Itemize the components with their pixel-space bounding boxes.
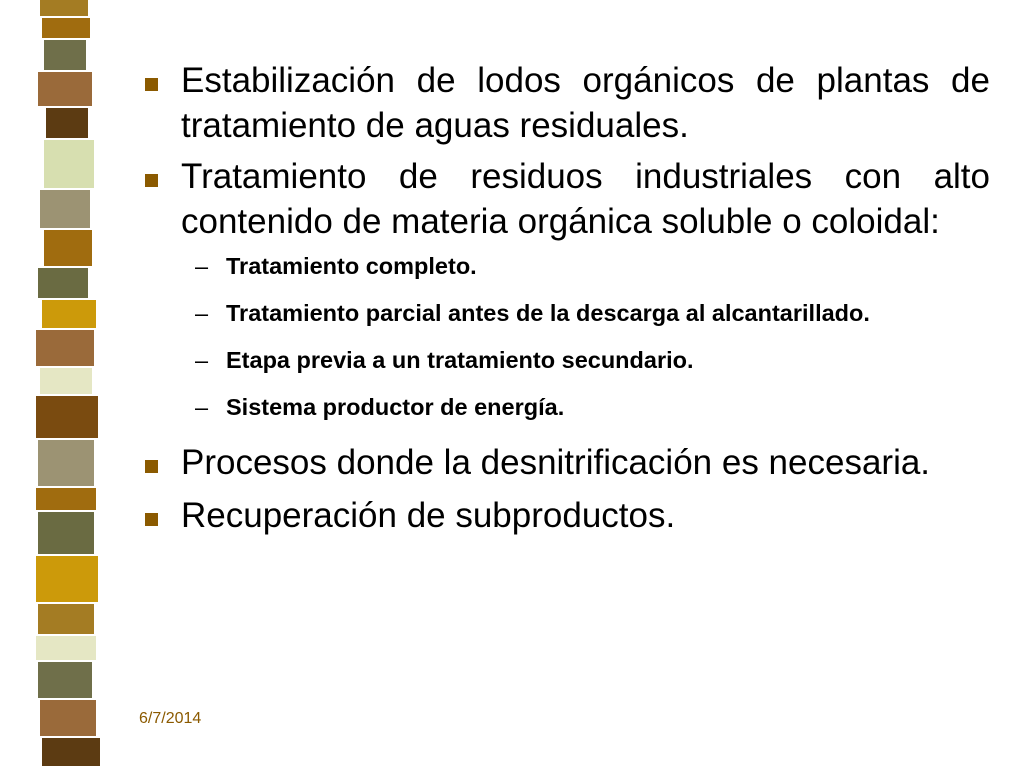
stripe-band — [38, 440, 94, 488]
square-bullet-icon — [145, 460, 158, 473]
stripe-band — [36, 488, 96, 512]
bullet-text: Recuperación de subproductos. — [181, 496, 676, 535]
slide-content — [140, 58, 990, 698]
subitem-text: Etapa previa a un tratamiento secundario. — [226, 347, 694, 373]
stripe-band — [46, 108, 88, 140]
subitem-2 — [140, 297, 990, 330]
stripe-band — [44, 140, 94, 190]
subitem-text: Tratamiento completo. — [226, 253, 477, 279]
dash-icon: – — [195, 347, 209, 373]
bullet-text: Tratamiento de residuos industriales con alto contenido de materia orgánica soluble o coloidal: — [181, 157, 990, 241]
stripe-band — [42, 738, 100, 768]
dash-icon: – — [195, 394, 209, 420]
stripe-band — [42, 300, 96, 330]
dash-icon: – — [195, 300, 209, 326]
stripe-band — [42, 18, 90, 40]
bullet-item-4 — [140, 493, 990, 538]
subitem-3 — [140, 344, 990, 377]
bullet-item-2 — [140, 154, 990, 244]
square-bullet-icon — [145, 78, 158, 91]
subitem-4 — [140, 391, 990, 424]
subitem-text: Sistema productor de energía. — [226, 394, 565, 420]
bullet-item-1 — [140, 58, 990, 148]
subitem-1 — [140, 250, 990, 283]
decorative-stripe — [0, 0, 120, 768]
stripe-band — [36, 636, 96, 662]
stripe-band — [38, 604, 94, 636]
stripe-band — [36, 330, 94, 368]
dash-icon: – — [195, 253, 209, 279]
stripe-band — [44, 230, 92, 268]
stripe-band — [38, 662, 92, 700]
stripe-band — [40, 0, 88, 18]
stripe-band — [36, 396, 98, 440]
stripe-band — [38, 72, 92, 108]
square-bullet-icon — [145, 174, 158, 187]
bullet-text: Estabilización de lodos orgánicos de plantas de tratamiento de aguas residuales. — [181, 61, 990, 145]
stripe-band — [38, 512, 94, 556]
footer-date: 6/7/2014 — [139, 710, 202, 727]
bullet-text: Procesos donde la desnitrificación es necesaria. — [181, 443, 931, 482]
subitem-text: Tratamiento parcial antes de la descarga al alcantarillado. — [226, 300, 870, 326]
stripe-band — [40, 190, 90, 230]
stripe-band — [40, 700, 96, 738]
bullet-item-3 — [140, 440, 990, 485]
stripe-band — [36, 556, 98, 604]
stripe-band — [38, 268, 88, 300]
stripe-band — [40, 368, 92, 396]
stripe-band — [44, 40, 86, 72]
square-bullet-icon — [145, 513, 158, 526]
